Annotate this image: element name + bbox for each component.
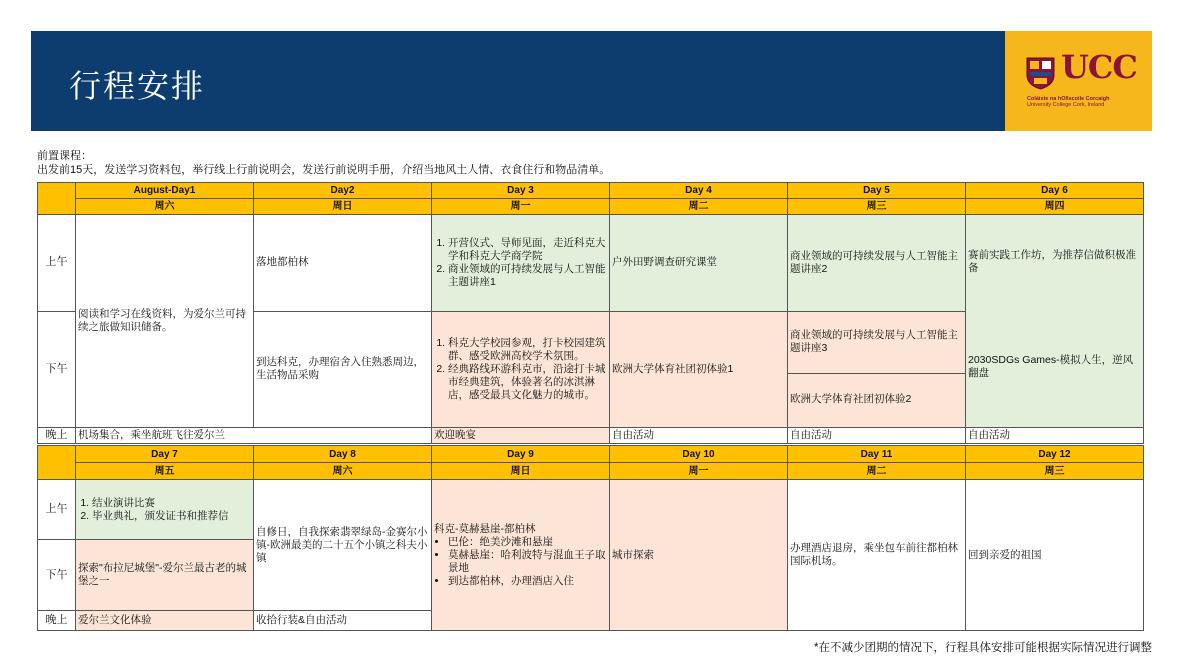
logo-irish-name: Coláiste na hOllscoile Corcaigh: [1027, 96, 1110, 102]
intro-heading: 前置课程：: [37, 150, 92, 162]
row-label-afternoon: 下午: [38, 311, 76, 427]
weekday-header: 周一: [432, 199, 610, 215]
day-header: August-Day1: [76, 183, 254, 199]
day-header: Day 10: [610, 446, 788, 463]
day-header: Day 8: [254, 446, 432, 463]
day5-morning: 商业领域的可持续发展与人工智能主题讲座2: [788, 215, 966, 312]
day4-afternoon: 欧洲大学体育社团初体验1: [610, 311, 788, 427]
day12-activity: 回到亲爱的祖国: [966, 480, 1144, 631]
day6-morning: 赛前实践工作坊，为推荐信做积极准备: [968, 248, 1136, 274]
day10-activity: 城市探索: [610, 480, 788, 631]
row-label-evening: 晚上: [38, 611, 76, 631]
day-header: Day 4: [610, 183, 788, 199]
schedule-table-week2: [37, 445, 1144, 631]
weekday-header: 周三: [966, 463, 1144, 480]
day-header: Day 7: [76, 446, 254, 463]
row-label-evening: 晚上: [38, 428, 76, 444]
row-label-afternoon: 下午: [38, 540, 76, 611]
day-header: Day 5: [788, 183, 966, 199]
ucc-logo: [1005, 31, 1152, 131]
weekday-header: 周一: [610, 463, 788, 480]
day5-afternoon-cell: [788, 311, 966, 427]
intro-text: 出发前15天，发送学习资料包，举行线上行前说明会，发送行前说明手册，介绍当地风土人情、衣食住行和物品清单。: [37, 164, 611, 176]
list-item: 1. 科克大学校园参观，打卡校园建筑群、感受欧洲高校学术氛围。: [448, 337, 607, 363]
day9-title: 科克-莫赫悬崖-都柏林: [434, 522, 536, 535]
weekday-header: 周日: [254, 199, 432, 215]
list-item: 1. 结业演讲比赛: [92, 497, 251, 510]
day11-activity: 办理酒店退房，乘坐包车前往都柏林国际机场。: [788, 480, 966, 631]
corner-cell: [38, 183, 76, 215]
day7-afternoon: 探索"布拉尼城堡"-爱尔兰最古老的城堡之一: [76, 540, 254, 611]
day4-evening: 自由活动: [610, 428, 788, 444]
list-item: 2. 经典路线环游科克市，沿途打卡城市经典建筑，体验著名的冰淇淋店，感受最具文化魅力的城市。: [448, 363, 607, 402]
list-item: • 莫赫悬崖：哈利波特与混血王子取景地: [448, 549, 607, 575]
list-item: 1. 开营仪式、导师见面，走近科克大学和科克大学商学院: [448, 237, 607, 263]
weekday-header: 周五: [76, 463, 254, 480]
day9-activity: [432, 480, 610, 631]
day5-afternoon-2: 欧洲大学体育社团初体验2: [790, 392, 912, 405]
weekday-header: 周二: [788, 463, 966, 480]
page-title: 行程安排: [69, 67, 206, 105]
weekday-header: 周二: [610, 199, 788, 215]
day8-evening: 收拾行装&自由活动: [254, 611, 432, 631]
day-header: Day2: [254, 183, 432, 199]
day-header: Day 3: [432, 183, 610, 199]
footer-note: *在不减少团期的情况下，行程具体安排可能根据实际情况进行调整: [814, 642, 1152, 654]
schedule-table-week1: [37, 182, 1144, 444]
day7-evening: 爱尔兰文化体验: [76, 611, 254, 631]
day6-morning-cell: [966, 215, 1144, 428]
day6-afternoon: 2030SDGs Games-模拟人生，逆风翻盘: [968, 354, 1134, 379]
day6-evening: 自由活动: [966, 428, 1144, 444]
weekday-header: 周日: [432, 463, 610, 480]
day2-afternoon: 到达科克，办理宿舍入住熟悉周边，生活物品采购: [254, 311, 432, 427]
day3-morning: [432, 215, 610, 312]
crest-icon: [1026, 57, 1055, 90]
day5-afternoon-1: 商业领域的可持续发展与人工智能主题讲座3: [788, 312, 965, 374]
logo-wordmark: UCC: [1061, 48, 1137, 86]
weekday-header: 周六: [76, 199, 254, 215]
row-label-morning: 上午: [38, 215, 76, 312]
day3-evening: 欢迎晚宴: [432, 428, 610, 444]
day3-afternoon: [432, 311, 610, 427]
day8-activity: 自修日，自我探索翡翠绿岛-金赛尔小镇-欧洲最美的二十五个小镇之科夫小镇: [254, 480, 432, 611]
list-item: • 巴伦：绝美沙滩和悬崖: [448, 536, 607, 549]
weekday-header: 周三: [788, 199, 966, 215]
day2-morning: 落地都柏林: [254, 215, 432, 312]
day-header: Day 12: [966, 446, 1144, 463]
pre-course-intro: [37, 149, 610, 177]
row-label-morning: 上午: [38, 480, 76, 540]
corner-cell: [38, 446, 76, 480]
title-banner: [31, 31, 1005, 131]
day-header: Day 11: [788, 446, 966, 463]
list-item: 2. 毕业典礼，颁发证书和推荐信: [92, 510, 251, 523]
day-header: Day 6: [966, 183, 1144, 199]
logo-english-name: University College Cork, Ireland: [1027, 102, 1105, 108]
day-header: Day 9: [432, 446, 610, 463]
weekday-header: 周六: [254, 463, 432, 480]
day5-evening: 自由活动: [788, 428, 966, 444]
day1-evening: 机场集合，乘坐航班飞往爱尔兰: [76, 428, 432, 444]
day7-morning: [76, 480, 254, 540]
day1-activity: 阅读和学习在线资料，为爱尔兰可持续之旅做知识储备。: [76, 215, 254, 428]
list-item: • 到达都柏林，办理酒店入住: [448, 575, 607, 588]
weekday-header: 周四: [966, 199, 1144, 215]
day4-morning: 户外田野调查研究课堂: [610, 215, 788, 312]
list-item: 2. 商业领域的可持续发展与人工智能主题讲座1: [448, 263, 607, 289]
